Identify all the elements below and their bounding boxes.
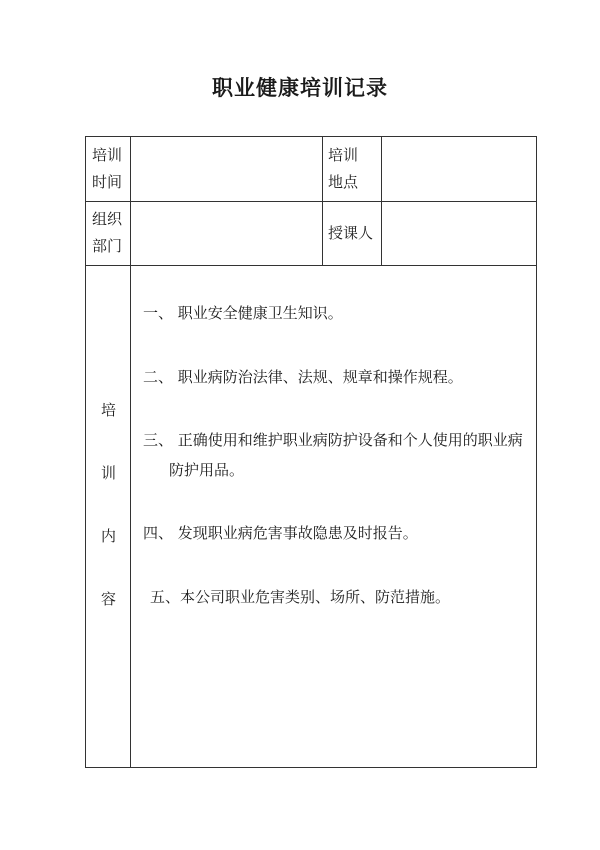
row-divider-1 bbox=[86, 201, 536, 202]
training-time-value[interactable] bbox=[136, 155, 316, 185]
training-location-value[interactable] bbox=[388, 155, 528, 185]
col-divider-label bbox=[130, 137, 131, 767]
content-heading-char: 培 bbox=[100, 401, 116, 419]
instructor-value[interactable] bbox=[388, 219, 528, 249]
col-divider-right bbox=[381, 137, 382, 265]
training-record-form bbox=[85, 136, 537, 768]
content-item-2: 二、 职业病防治法律、法规、规章和操作规程。 bbox=[143, 368, 463, 386]
content-heading-char: 训 bbox=[100, 464, 116, 482]
content-heading-char: 容 bbox=[100, 590, 116, 608]
page-title: 职业健康培训记录 bbox=[212, 76, 388, 100]
content-item-1: 一、 职业安全健康卫生知识。 bbox=[143, 304, 343, 322]
content-item-4: 四、 发现职业病危害事故隐患及时报告。 bbox=[143, 524, 418, 542]
content-item-3: 三、 正确使用和维护职业病防护设备和个人使用的职业病 bbox=[143, 431, 523, 449]
content-item-5: 五、本公司职业危害类别、场所、防范措施。 bbox=[150, 588, 451, 606]
content-item-3-continued: 防护用品。 bbox=[169, 461, 245, 479]
organizer-dept-label: 组织 部门 bbox=[92, 210, 123, 255]
training-time-label: 培训 时间 bbox=[92, 146, 123, 191]
col-divider-middle bbox=[322, 137, 323, 265]
row-divider-2 bbox=[86, 265, 536, 266]
content-heading-char: 内 bbox=[100, 527, 116, 545]
organizer-dept-value[interactable] bbox=[136, 219, 316, 249]
training-location-label: 培训 地点 bbox=[328, 146, 359, 191]
instructor-label: 授课人 bbox=[328, 224, 374, 242]
